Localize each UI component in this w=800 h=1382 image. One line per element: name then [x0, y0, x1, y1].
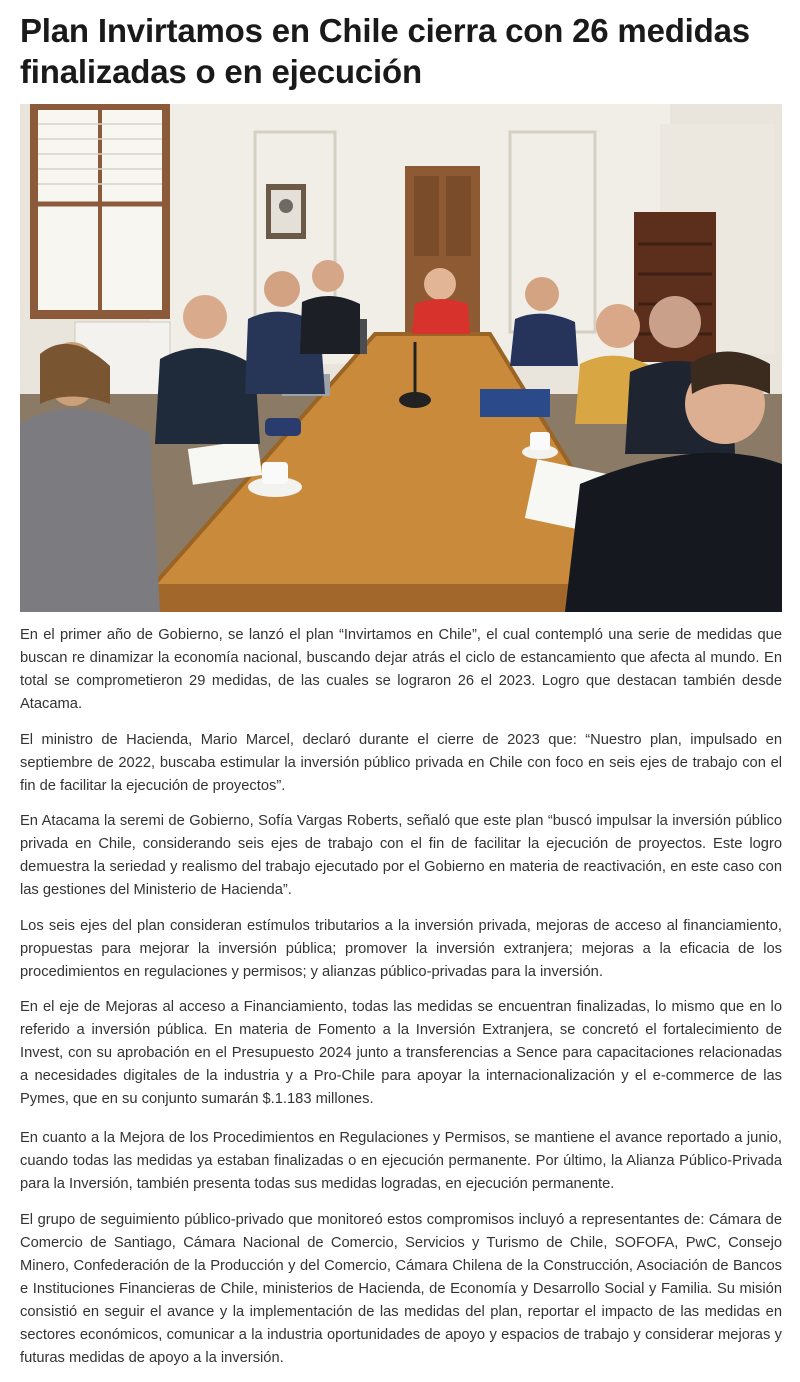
article-paragraph: En el primer año de Gobierno, se lanzó el plan “Invirtamos en Chile”, el cual contempló una serie de medidas que buscan re dinamizar la economía nacional, buscando dejar atrás el ciclo de estancamiento que afecta al mundo. En total se comprometieron 29 medidas, de las cuales se lograron 26 el 2023. Logro que destacan también desde Atacama. [20, 627, 782, 712]
article-paragraph: El ministro de Hacienda, Mario Marcel, declaró durante el cierre de 2023 que: “Nuestro plan, impulsado en septiembre de 2022, buscaba estimular la inversión público privada en Chile con foco en seis ejes de trabajo con el fin de facilitar la ejecución de proyectos”. [20, 731, 782, 794]
article-paragraph: El grupo de seguimiento público-privado que monitoreó estos compromisos incluyó a representantes de: Cámara de Comercio de Santiago, Cámara Nacional de Comercio, Servicios y Turismo de Chile, SOFOFA, PwC, Consejo Minero, Confederación de la Producción y del Comercio, Cámara Chilena de la Construcción, Asociación de Bancos e Instituciones Financieras de Chile, ministerios de Hacienda, de Economía y Desarrollo Social y Familia. Su misión consistió en seguir el avance y la implementación de las medidas del plan, reportar el impacto de las medidas en sectores económicos, comunicar a la industria oportunidades de apoyo y espacios de trabajo y considerar mejoras y futuras medidas de apoyo a la inversión. [20, 1211, 782, 1366]
article-photo [20, 104, 782, 612]
article-header [20, 10, 782, 92]
article-paragraph: En cuanto a la Mejora de los Procedimientos en Regulaciones y Permisos, se mantiene el avance reportado a junio, cuando todas las medidas ya estaban finalizadas o en ejecución permanente. Por último, la Alianza Público-Privada para la Inversión, también presenta todas sus medidas logradas, en ejecución permanente. [20, 1130, 782, 1192]
news-photo-meeting-icon [20, 104, 782, 612]
article-paragraph: En el eje de Mejoras al acceso a Financiamiento, todas las medidas se encuentran finalizadas, lo mismo que en lo referido a inversión pública. En materia de Fomento a la Inversión Extranjera, se concretó el fortalecimiento de Invest, con su aprobación en el Presupuesto 2024 junto a transferencias a Sence para capacitaciones relacionadas a necesidades digitales de la industria y a Pro-Chile para apoyar la internacionalización y el e-commerce de las Pymes, que en su conjunto sumarán $.1.183 millones. [20, 999, 782, 1107]
article-title: Plan Invirtamos en Chile cierra con 26 medidas finalizadas o en ejecución [20, 12, 750, 90]
article-paragraph: Los seis ejes del plan consideran estímulos tributarios a la inversión privada, mejoras de acceso al financiamiento, propuestas para mejorar la inversión pública; promover la inversión extranjera; mejoras a la eficacia de los procedimientos en regulaciones y permisos; y alianzas público-privadas para la inversión. [20, 917, 782, 980]
article-body [20, 624, 782, 1382]
article-paragraph: En Atacama la seremi de Gobierno, Sofía Vargas Roberts, señaló que este plan “buscó impulsar la inversión público privada en Chile, considerando seis ejes de trabajo con el fin de facilitar la ejecución de proyectos. Este logro demuestra la seriedad y realismo del trabajo ejecutado por el Gobierno en materia de reactivación, en este caso con las gestiones del Ministerio de Hacienda”. [20, 813, 782, 898]
